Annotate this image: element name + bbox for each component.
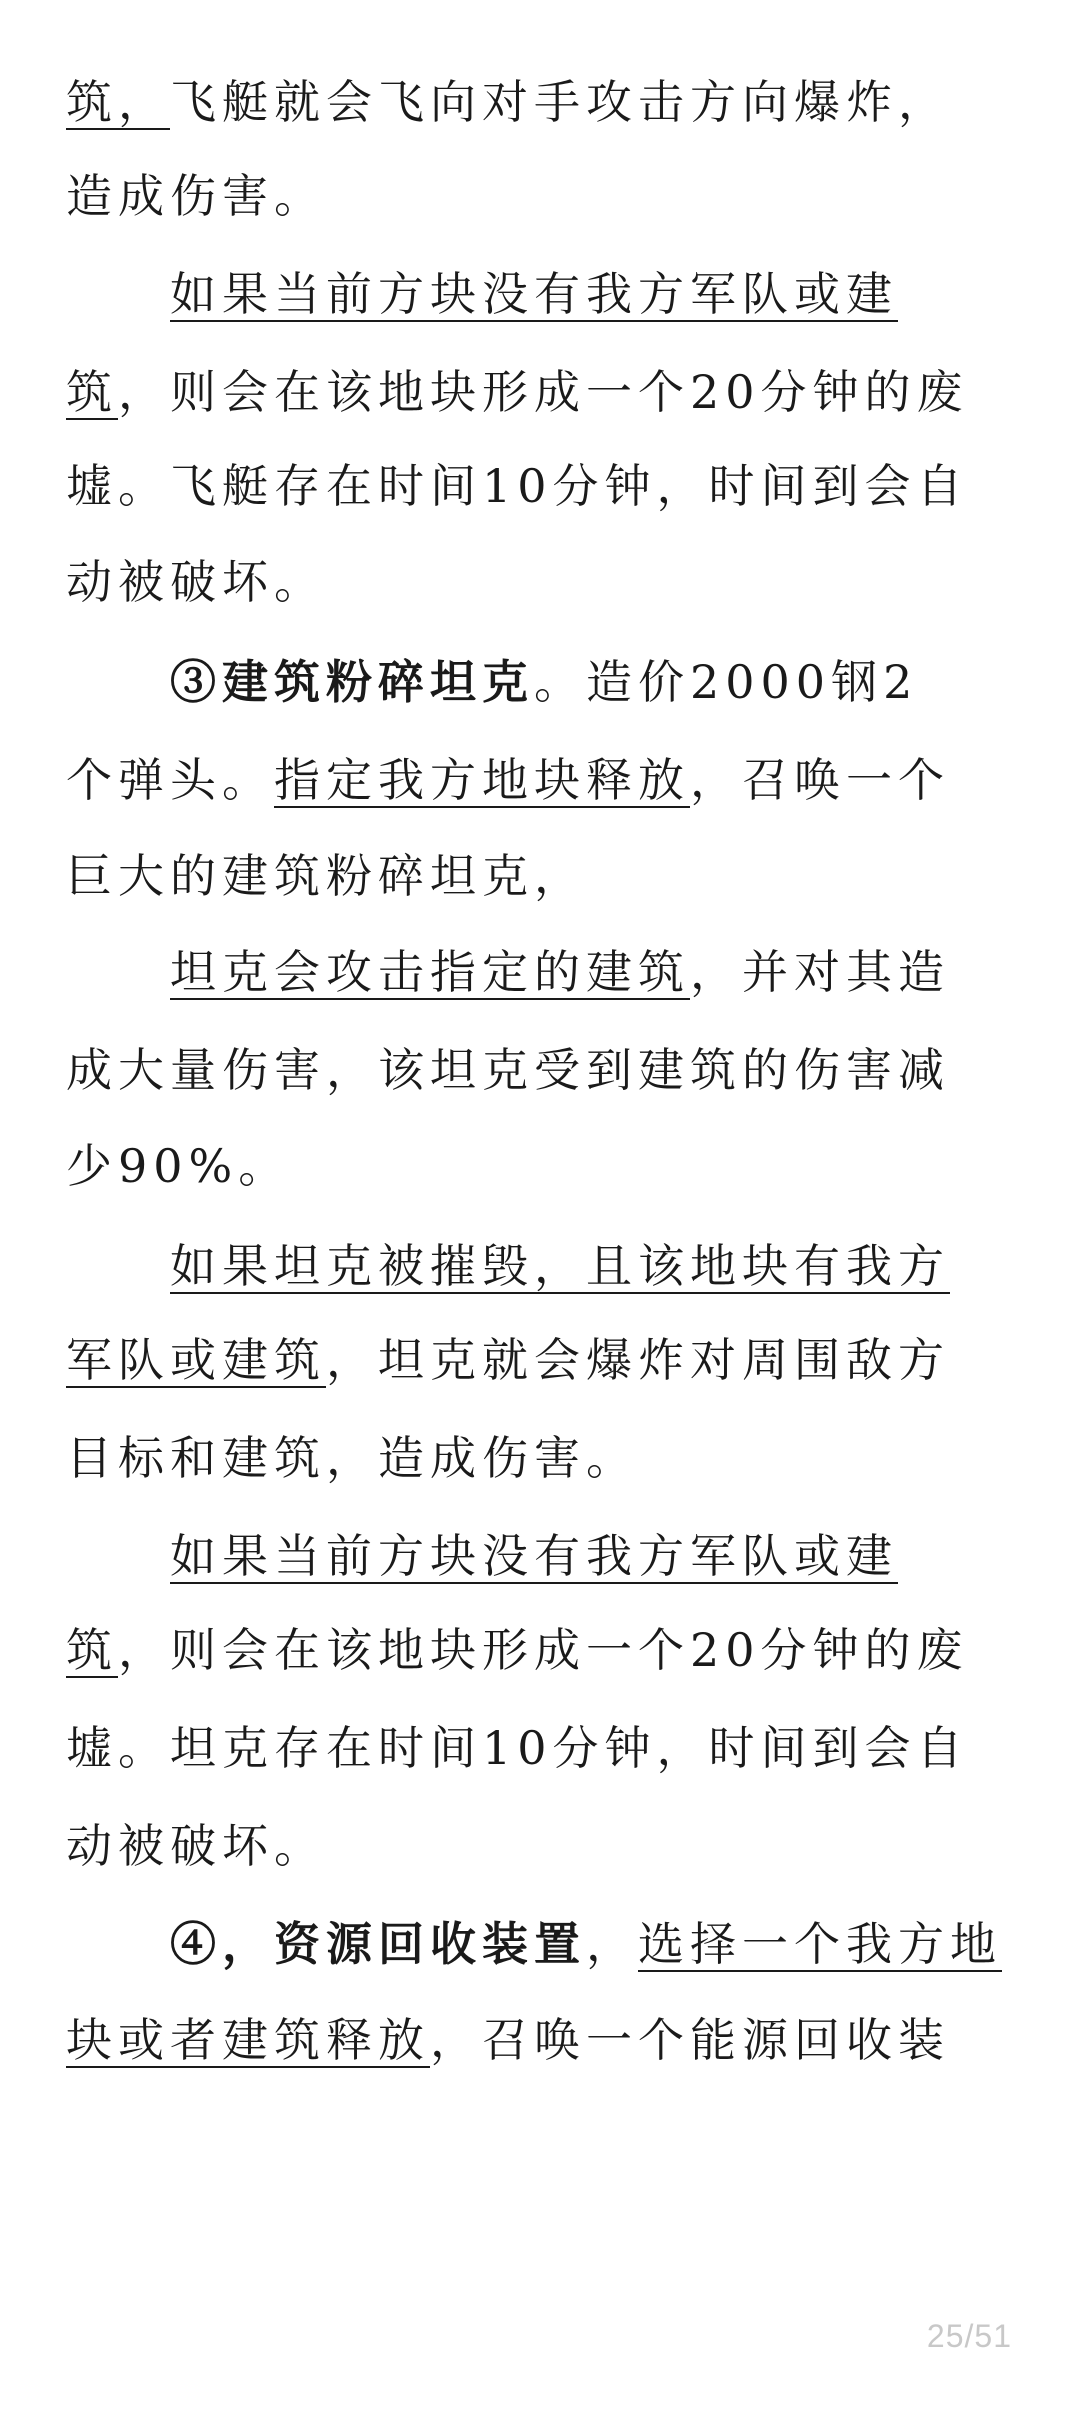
text-line [66,942,1016,1002]
text-segment: 巨大的建筑粉碎坦克， [66,849,586,903]
text-segment [66,1239,170,1293]
text-segment: ，则会在该地块形成一个20分钟的废 [118,1623,969,1677]
underlined-text: 如果当前方块没有我方军队或建 [170,1529,898,1583]
text-segment [66,1917,170,1971]
text-segment: ，坦克就会爆炸对周围敌方 [326,1333,950,1387]
text-line [66,1526,1016,1586]
text-line [66,166,1016,226]
text-line [66,72,1016,132]
underlined-text: 如果坦克被摧毁，且该地块有我方 [170,1239,950,1293]
text-line [66,1718,1016,1778]
underlined-text: 块或者建筑释放 [66,2013,430,2067]
text-segment: 墟。飞艇存在时间10分钟，时间到会自 [66,459,969,513]
text-segment: ， [586,1917,638,1971]
underlined-text: 筑， [66,75,170,129]
page-number: 25/51 [926,2318,1012,2354]
text-segment: ，则会在该地块形成一个20分钟的废 [118,365,969,419]
text-segment [66,1529,170,1583]
text-line [66,1136,1016,1196]
text-line [66,1330,1016,1390]
text-segment: 飞艇就会飞向对手攻击方向爆炸， [170,75,950,129]
text-line [66,456,1016,516]
text-line [66,552,1016,612]
text-line [66,362,1016,422]
text-segment: 动被破坏。 [66,555,326,609]
text-segment [66,267,170,321]
text-segment: 造成伤害。 [66,169,326,223]
underlined-text: 选择一个我方地 [638,1917,1002,1971]
text-line [66,652,1016,712]
text-segment: 动被破坏。 [66,1819,326,1873]
text-segment: 少90%。 [66,1139,291,1193]
text-line [66,1040,1016,1100]
text-segment: ，召唤一个 [690,753,950,807]
text-segment: 个弹头。 [66,753,274,807]
bold-heading-text: ③建筑粉碎坦克 [170,655,534,709]
text-segment: ，召唤一个能源回收装 [430,2013,950,2067]
text-line [66,1428,1016,1488]
text-line [66,264,1016,324]
text-segment: 墟。坦克存在时间10分钟，时间到会自 [66,1721,969,1775]
text-line [66,1620,1016,1680]
text-line [66,750,1016,810]
text-line [66,2010,1016,2070]
underlined-text: 军队或建筑 [66,1333,326,1387]
bold-heading-text: ④，资源回收装置 [170,1917,586,1971]
underlined-text: 筑 [66,365,118,419]
text-segment [66,945,170,999]
text-segment: ，并对其造 [690,945,950,999]
text-segment: 成大量伤害，该坦克受到建筑的伤害减 [66,1043,950,1097]
underlined-text: 坦克会攻击指定的建筑 [170,945,690,999]
text-segment [66,655,170,709]
text-segment: 目标和建筑，造成伤害。 [66,1431,638,1485]
text-line [66,846,1016,906]
underlined-text: 如果当前方块没有我方军队或建 [170,267,898,321]
underlined-text: 指定我方地块释放 [274,753,690,807]
text-segment: 。造价2000钢2 [534,655,919,709]
underlined-text: 筑 [66,1623,118,1677]
text-line [66,1816,1016,1876]
text-line [66,1236,1016,1296]
text-line [66,1914,1016,1974]
